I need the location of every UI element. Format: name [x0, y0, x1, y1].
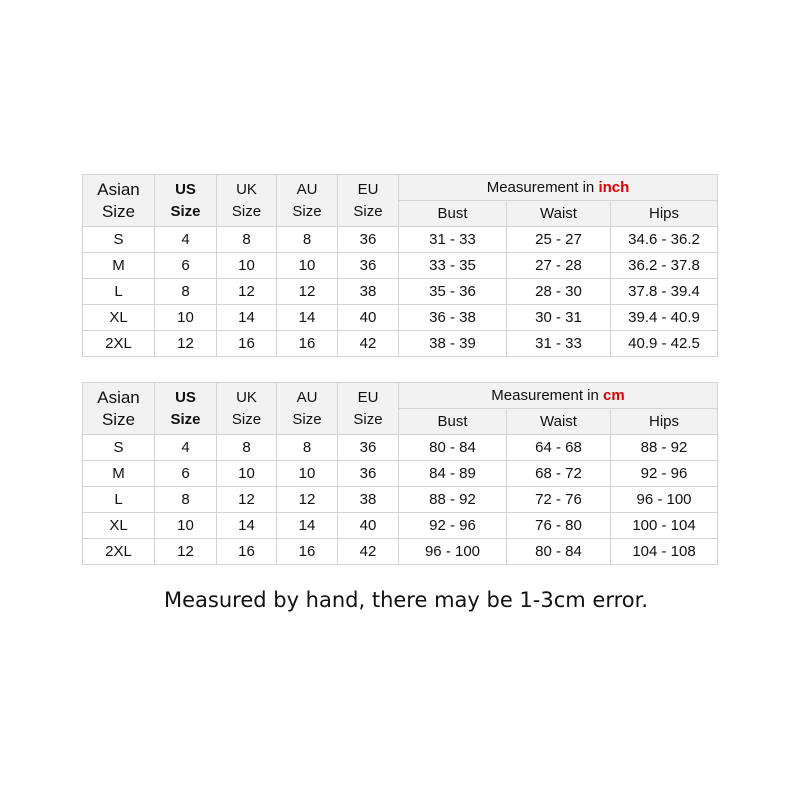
- us-size-cell: 8: [155, 487, 217, 513]
- uk-size-cell: 12: [217, 279, 277, 305]
- bust-cell: 31 - 33: [399, 227, 507, 253]
- asian-size-cell: S: [83, 227, 155, 253]
- us-size-cell: 4: [155, 227, 217, 253]
- waist-cell: 64 - 68: [507, 435, 611, 461]
- au-size-cell: 14: [277, 305, 338, 331]
- eu-size-cell: 40: [338, 305, 399, 331]
- table-row: [83, 227, 718, 253]
- eu-size-cell: 36: [338, 461, 399, 487]
- au-size-cell: 10: [277, 461, 338, 487]
- bust-cell: 36 - 38: [399, 305, 507, 331]
- bust-header: Bust: [399, 201, 507, 227]
- asian-size-cell: 2XL: [83, 539, 155, 565]
- hips-header: Hips: [611, 409, 718, 435]
- au-size-header: AU Size: [277, 175, 338, 227]
- bust-cell: 33 - 35: [399, 253, 507, 279]
- waist-cell: 25 - 27: [507, 227, 611, 253]
- table-row: [83, 305, 718, 331]
- hips-cell: 34.6 - 36.2: [611, 227, 718, 253]
- asian-size-cell: XL: [83, 305, 155, 331]
- bust-header: Bust: [399, 409, 507, 435]
- bust-cell: 38 - 39: [399, 331, 507, 357]
- asian-size-cell: L: [83, 487, 155, 513]
- waist-cell: 68 - 72: [507, 461, 611, 487]
- us-size-header: US Size: [155, 383, 217, 435]
- table-row: [83, 279, 718, 305]
- eu-size-cell: 38: [338, 279, 399, 305]
- eu-size-cell: 36: [338, 227, 399, 253]
- measurement-note: Measured by hand, there may be 1-3cm error.: [163, 588, 648, 612]
- hips-cell: 104 - 108: [611, 539, 718, 565]
- us-size-cell: 6: [155, 253, 217, 279]
- waist-cell: 80 - 84: [507, 539, 611, 565]
- asian-size-cell: M: [83, 253, 155, 279]
- unit-label: cm: [603, 386, 625, 404]
- asian-size-cell: L: [83, 279, 155, 305]
- hips-cell: 92 - 96: [611, 461, 718, 487]
- size-table-inch: [82, 174, 718, 357]
- waist-header: Waist: [507, 409, 611, 435]
- bust-cell: 84 - 89: [399, 461, 507, 487]
- bust-cell: 92 - 96: [399, 513, 507, 539]
- hips-cell: 40.9 - 42.5: [611, 331, 718, 357]
- au-size-header: AU Size: [277, 383, 338, 435]
- bust-cell: 96 - 100: [399, 539, 507, 565]
- uk-size-cell: 12: [217, 487, 277, 513]
- table-row: [83, 435, 718, 461]
- au-size-cell: 12: [277, 487, 338, 513]
- us-size-cell: 12: [155, 331, 217, 357]
- us-size-cell: 12: [155, 539, 217, 565]
- uk-size-cell: 8: [217, 435, 277, 461]
- hips-cell: 36.2 - 37.8: [611, 253, 718, 279]
- uk-size-header: UK Size: [217, 175, 277, 227]
- uk-size-cell: 16: [217, 539, 277, 565]
- eu-size-cell: 42: [338, 331, 399, 357]
- asian-size-cell: S: [83, 435, 155, 461]
- hips-header: Hips: [611, 201, 718, 227]
- us-size-cell: 4: [155, 435, 217, 461]
- au-size-cell: 8: [277, 435, 338, 461]
- waist-cell: 31 - 33: [507, 331, 611, 357]
- uk-size-cell: 16: [217, 331, 277, 357]
- us-size-cell: 6: [155, 461, 217, 487]
- au-size-cell: 16: [277, 539, 338, 565]
- uk-size-cell: 8: [217, 227, 277, 253]
- uk-size-cell: 14: [217, 513, 277, 539]
- table-row: [83, 487, 718, 513]
- hips-cell: 100 - 104: [611, 513, 718, 539]
- eu-size-cell: 36: [338, 253, 399, 279]
- uk-size-cell: 10: [217, 461, 277, 487]
- waist-cell: 27 - 28: [507, 253, 611, 279]
- waist-cell: 30 - 31: [507, 305, 611, 331]
- measurement-title: Measurement in cm: [399, 383, 718, 409]
- au-size-cell: 10: [277, 253, 338, 279]
- waist-header: Waist: [507, 201, 611, 227]
- bust-cell: 80 - 84: [399, 435, 507, 461]
- waist-cell: 72 - 76: [507, 487, 611, 513]
- au-size-cell: 8: [277, 227, 338, 253]
- asian-size-header: Asian Size: [83, 175, 155, 227]
- size-table-cm: [82, 382, 718, 565]
- asian-size-header: Asian Size: [83, 383, 155, 435]
- hips-cell: 39.4 - 40.9: [611, 305, 718, 331]
- au-size-cell: 14: [277, 513, 338, 539]
- eu-size-cell: 40: [338, 513, 399, 539]
- us-size-cell: 8: [155, 279, 217, 305]
- au-size-cell: 12: [277, 279, 338, 305]
- au-size-cell: 16: [277, 331, 338, 357]
- asian-size-cell: M: [83, 461, 155, 487]
- unit-label: inch: [598, 178, 630, 196]
- table-row: [83, 253, 718, 279]
- table-row: [83, 461, 718, 487]
- us-size-cell: 10: [155, 305, 217, 331]
- hips-cell: 37.8 - 39.4: [611, 279, 718, 305]
- table-row: [83, 331, 718, 357]
- uk-size-header: UK Size: [217, 383, 277, 435]
- eu-size-cell: 42: [338, 539, 399, 565]
- asian-size-cell: XL: [83, 513, 155, 539]
- bust-cell: 88 - 92: [399, 487, 507, 513]
- hips-cell: 96 - 100: [611, 487, 718, 513]
- bust-cell: 35 - 36: [399, 279, 507, 305]
- us-size-cell: 10: [155, 513, 217, 539]
- uk-size-cell: 10: [217, 253, 277, 279]
- asian-size-cell: 2XL: [83, 331, 155, 357]
- eu-size-header: EU Size: [338, 383, 399, 435]
- waist-cell: 28 - 30: [507, 279, 611, 305]
- table-row: [83, 539, 718, 565]
- eu-size-header: EU Size: [338, 175, 399, 227]
- us-size-header: US Size: [155, 175, 217, 227]
- hips-cell: 88 - 92: [611, 435, 718, 461]
- eu-size-cell: 36: [338, 435, 399, 461]
- uk-size-cell: 14: [217, 305, 277, 331]
- measurement-title: Measurement in inch: [399, 175, 718, 201]
- waist-cell: 76 - 80: [507, 513, 611, 539]
- eu-size-cell: 38: [338, 487, 399, 513]
- table-row: [83, 513, 718, 539]
